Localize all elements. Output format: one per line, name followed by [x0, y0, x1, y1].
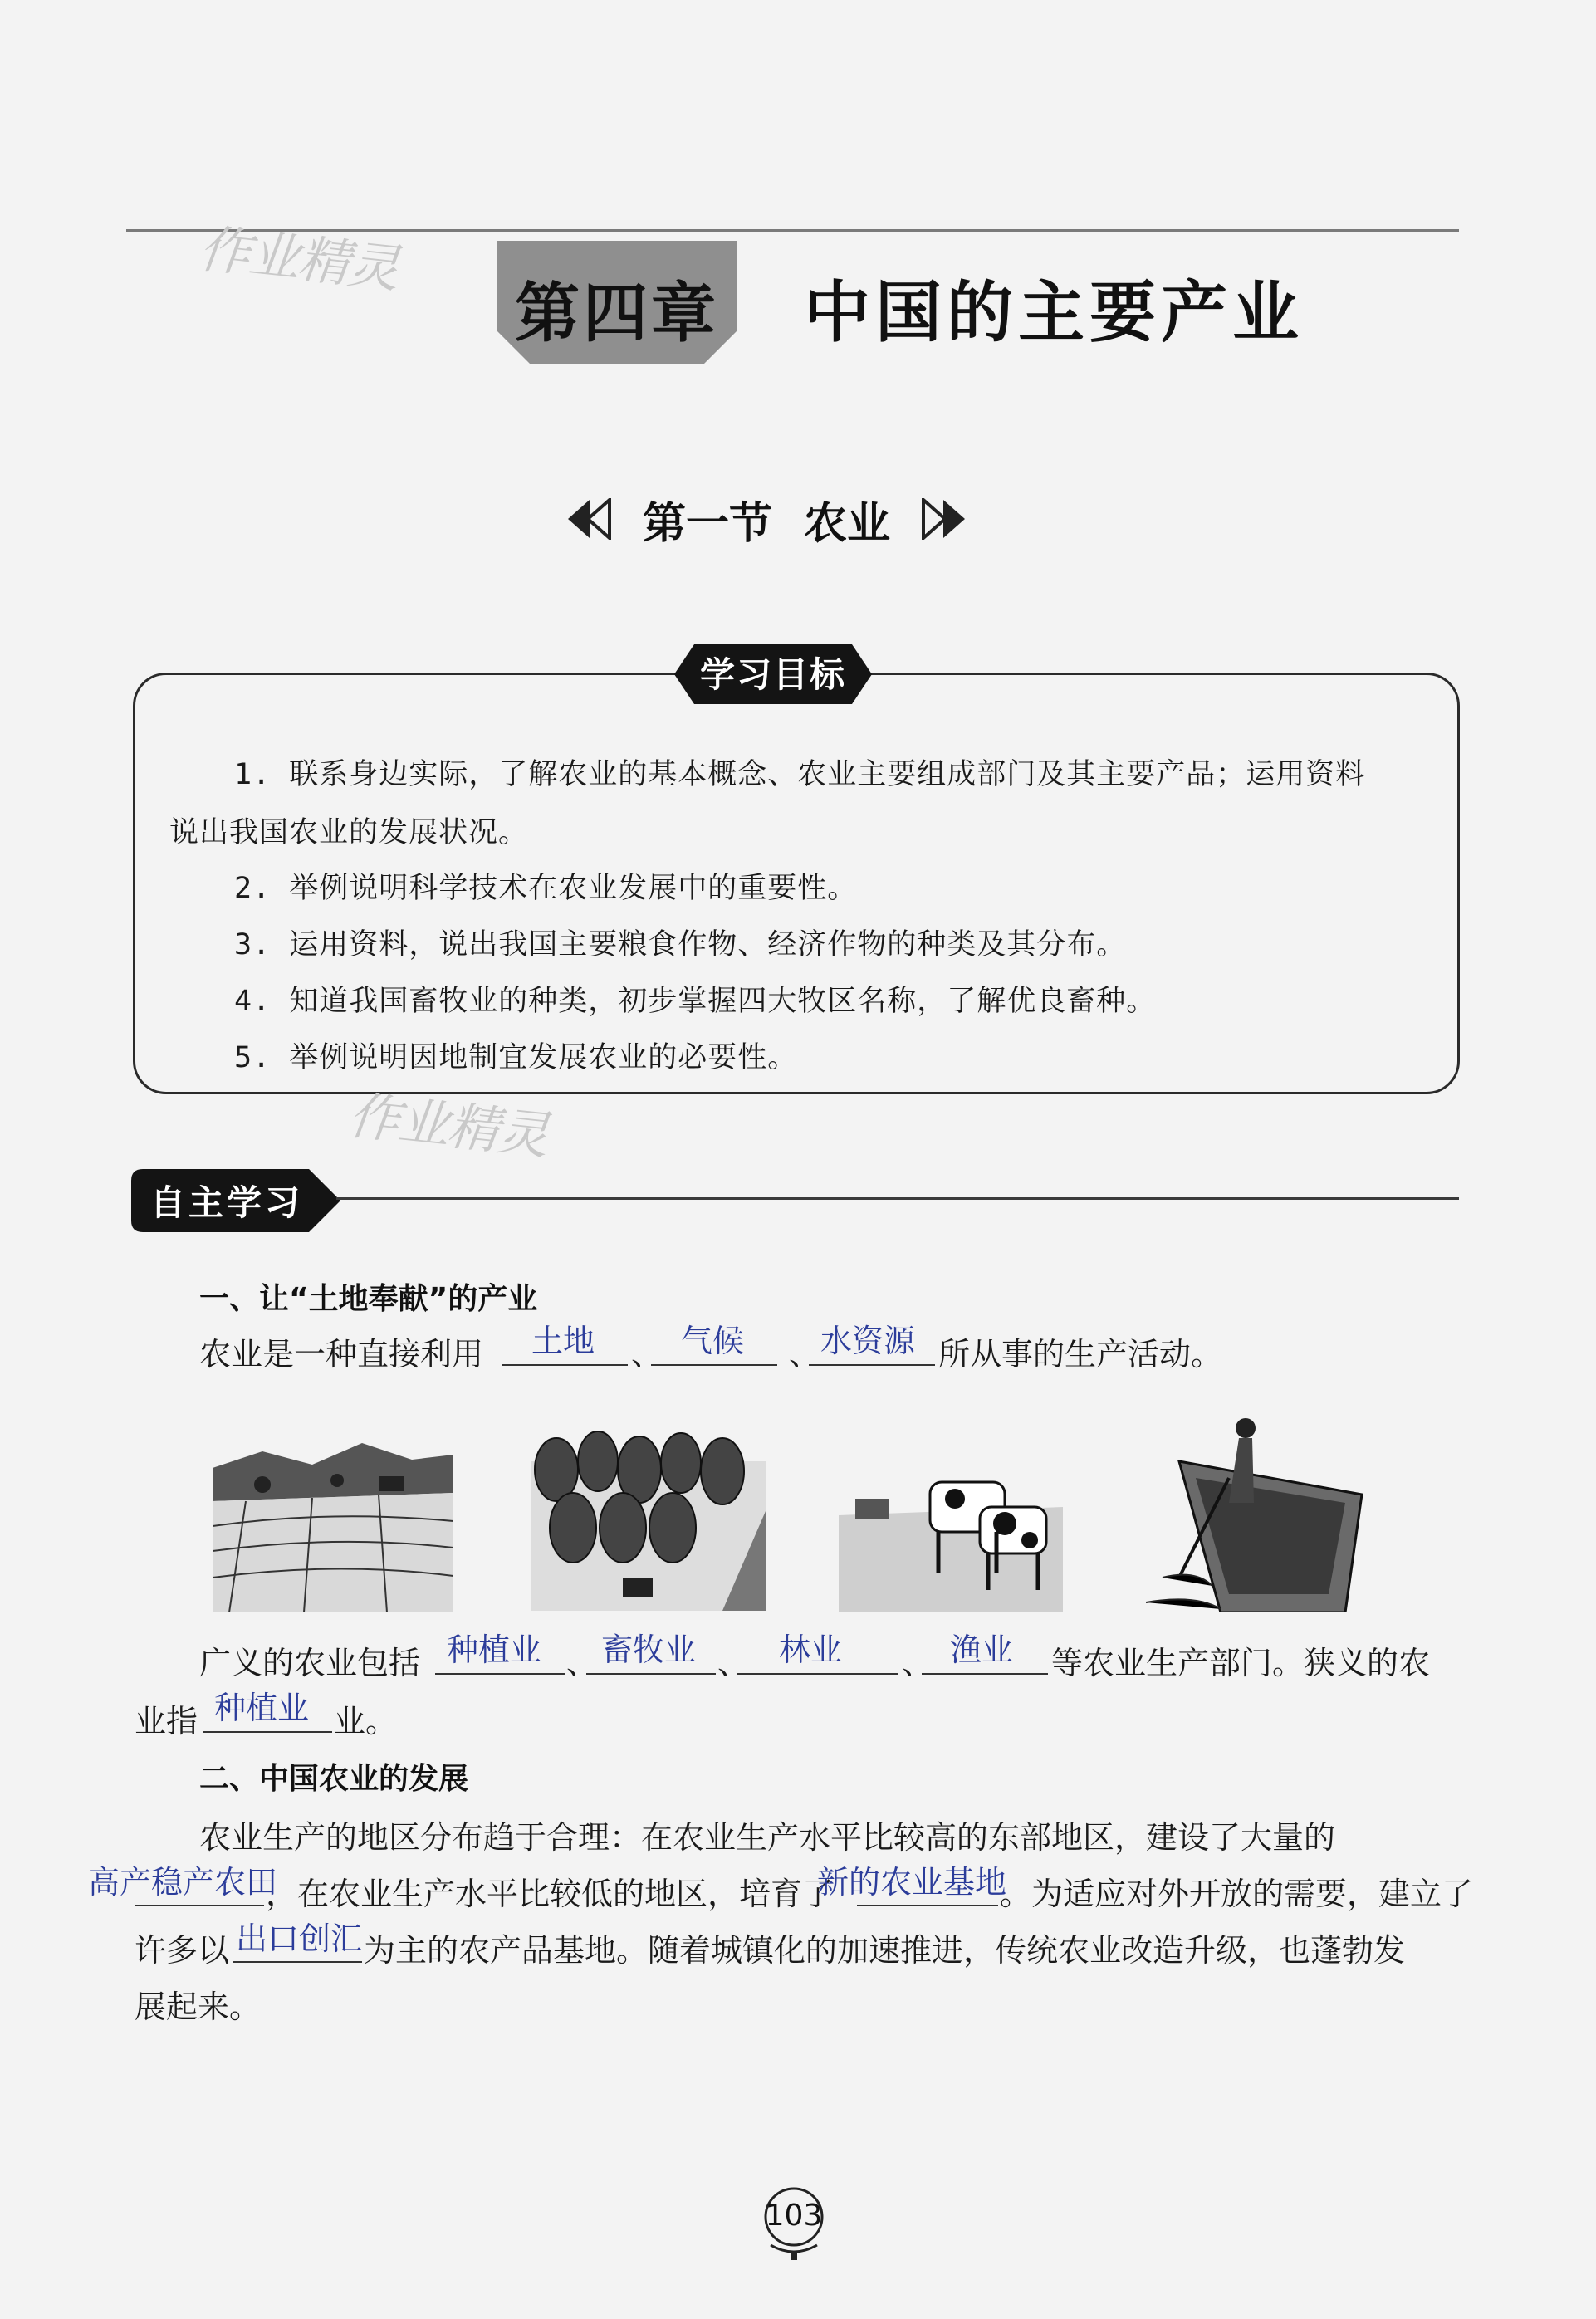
answer-6: 林业 [779, 1632, 843, 1668]
blank-5 [586, 1673, 716, 1675]
part2-line4: 展起来。 [135, 1989, 262, 2025]
blank-6 [737, 1673, 898, 1675]
answer-1: 土地 [531, 1323, 595, 1359]
blank-7 [922, 1673, 1048, 1675]
section-number: 第一节 [643, 498, 773, 549]
part1-line3-prefix: 业指 [135, 1703, 198, 1739]
self-study-rule [336, 1197, 1459, 1200]
blank-11 [233, 1961, 362, 1963]
sep-3: 、 [566, 1645, 599, 1681]
part1-line1-prefix: 农业是一种直接利用 [199, 1336, 484, 1372]
goal-line-1-cont: 说出我国农业的发展状况。 [169, 816, 529, 849]
sep-2: 、 [789, 1336, 821, 1372]
page-number: 103 [765, 2199, 823, 2233]
orchard-illustration [531, 1411, 766, 1611]
goal-line-1: 1. 联系身边实际，了解农业的基本概念、农业主要组成部门及其主要产品；运用资料 [234, 758, 1366, 791]
part1-line3-suffix: 业。 [334, 1703, 398, 1739]
answer-3: 水资源 [820, 1323, 916, 1359]
blank-3 [809, 1364, 935, 1366]
part1-line2-suffix: 等农业生产部门。狭义的农 [1051, 1645, 1431, 1681]
chapter-title: 中国的主要产业 [804, 273, 1304, 351]
blank-10 [857, 1905, 998, 1906]
blank-1 [502, 1364, 628, 1366]
part2-line2-suffix: 。为适应对外开放的需要，建立了 [1000, 1876, 1474, 1912]
goal-line-5: 5. 举例说明因地制宜发展农业的必要性。 [234, 1041, 798, 1074]
sep-5: 、 [902, 1645, 934, 1681]
farmland-illustration [213, 1435, 453, 1612]
section-name: 农业 [804, 498, 891, 549]
goal-line-3: 3. 运用资料，说出我国主要粮食作物、经济作物的种类及其分布。 [234, 928, 1127, 961]
blank-9 [135, 1905, 264, 1906]
sep-1: 、 [631, 1336, 663, 1372]
answer-8: 种植业 [214, 1690, 310, 1726]
watermark: 作业精灵 [196, 218, 401, 300]
blank-2 [651, 1364, 777, 1366]
part1-heading: 一、让“土地奉献”的产业 [199, 1282, 538, 1316]
self-study-title: 自主学习 [149, 1182, 303, 1223]
part2-heading: 二、中国农业的发展 [199, 1762, 469, 1796]
part2-line3-prefix: 许多以 [135, 1932, 230, 1969]
left-arrow-icon [565, 498, 611, 540]
blank-8 [203, 1731, 332, 1733]
chapter-label: 第四章 [514, 276, 719, 351]
goal-line-4: 4. 知道我国畜牧业的种类，初步掌握四大牧区名称，了解优良畜种。 [234, 985, 1157, 1018]
answer-10: 新的农业基地 [817, 1864, 1007, 1901]
blank-4 [435, 1673, 565, 1675]
answer-11: 出口创汇 [236, 1920, 363, 1957]
part1-line1-suffix: 所从事的生产活动。 [938, 1336, 1223, 1372]
learning-goals-title: 学习目标 [699, 654, 846, 695]
part1-line2-prefix: 广义的农业包括 [199, 1645, 421, 1681]
part2-line3-suffix: 为主的农产品基地。随着城镇化的加速推进，传统农业改造升级，也蓬勃发 [364, 1932, 1406, 1969]
fishing-boat-illustration [1146, 1411, 1378, 1612]
answer-2: 气候 [681, 1323, 745, 1359]
answer-4: 种植业 [447, 1632, 542, 1668]
sep-4: 、 [717, 1645, 750, 1681]
watermark-2: 作业精灵 [345, 1084, 551, 1167]
part2-line2-mid: ，在农业生产水平比较低的地区，培育了 [266, 1876, 835, 1912]
answer-7: 渔业 [950, 1632, 1014, 1668]
part2-line1: 农业生产的地区分布趋于合理：在农业生产水平比较高的东部地区，建设了大量的 [199, 1819, 1336, 1856]
right-arrow-icon [922, 498, 968, 540]
answer-5: 畜牧业 [601, 1632, 697, 1668]
goal-line-2: 2. 举例说明科学技术在农业发展中的重要性。 [234, 872, 858, 905]
cattle-illustration [839, 1416, 1063, 1612]
answer-9: 高产稳产农田 [88, 1864, 278, 1901]
section-title-row [565, 490, 968, 548]
